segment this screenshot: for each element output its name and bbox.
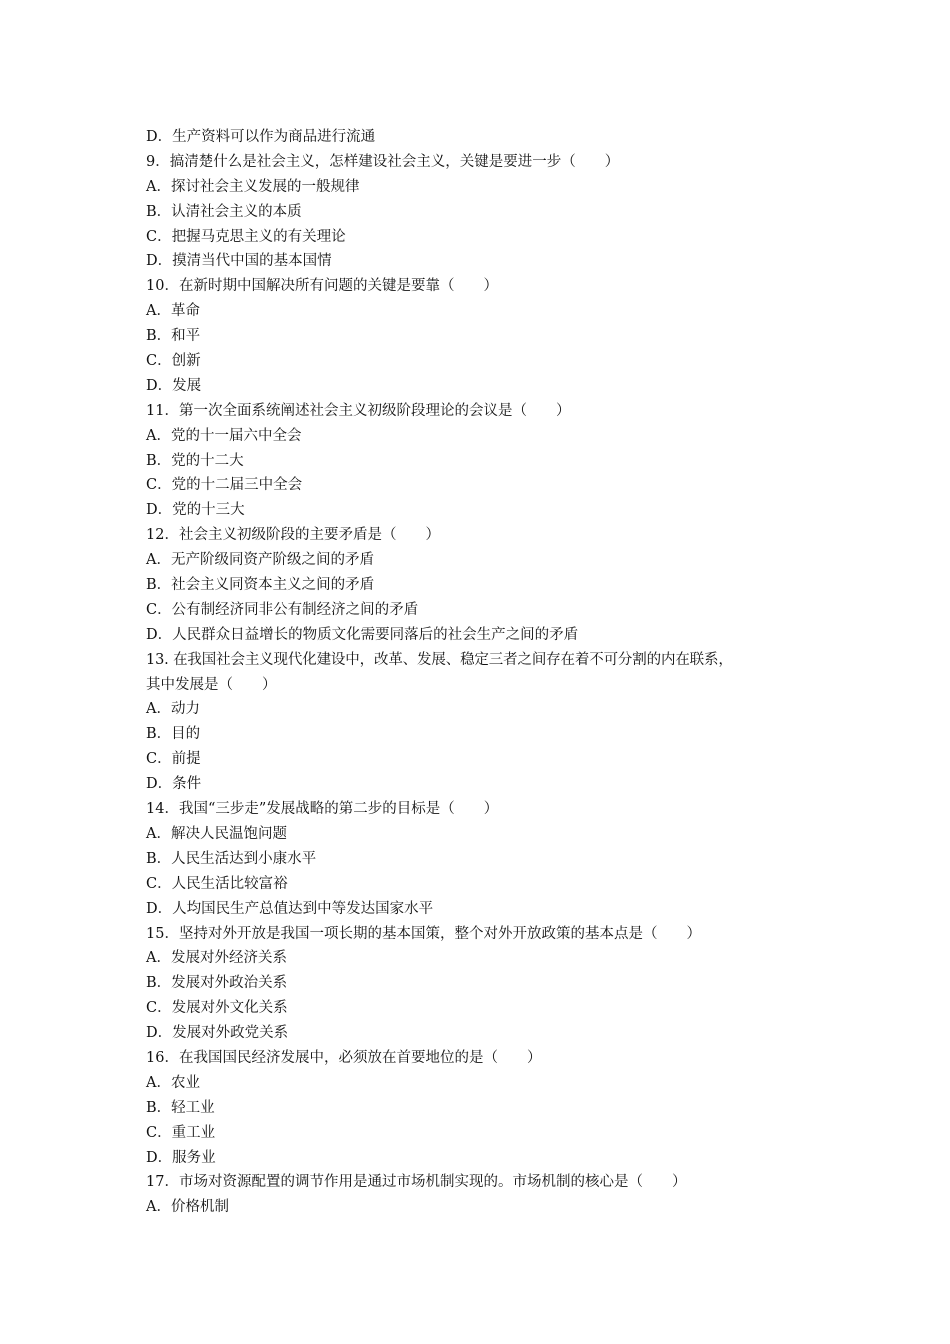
option-c: C．重工业 <box>146 1124 216 1141</box>
question-stem: 16．在我国国民经济发展中，必须放在首要地位的是（ ） <box>146 1049 542 1066</box>
option-d: D．发展对外政党关系 <box>146 1025 289 1042</box>
question-stem: 10．在新时期中国解决所有问题的关键是要靠（ ） <box>146 278 498 295</box>
question-16 <box>146 1046 826 1170</box>
option-a: A．价格机制 <box>146 1199 229 1216</box>
question-stem-line-1: 13. 在我国社会主义现代化建设中，改革、发展、稳定三者之间存在着不可分割的内在联系， <box>146 651 733 668</box>
option-a: A．无产阶级同资产阶级之间的矛盾 <box>146 552 374 569</box>
option-a: A．动力 <box>146 701 200 718</box>
question-15 <box>146 922 826 1046</box>
question-12 <box>146 523 826 647</box>
question-11 <box>146 399 826 523</box>
document-body <box>146 125 826 1220</box>
question-stem: 14．我国“三步走”发展战略的第二步的目标是（ ） <box>146 801 499 818</box>
option-b: B．党的十二大 <box>146 452 244 469</box>
option-a: A．解决人民温饱问题 <box>146 825 287 842</box>
option-d: D．摸清当代中国的基本国情 <box>146 253 332 270</box>
option-d: D．条件 <box>146 776 202 793</box>
option-b: B．认清社会主义的本质 <box>146 203 302 220</box>
option-b: B．轻工业 <box>146 1099 215 1116</box>
question-stem: 11．第一次全面系统阐述社会主义初级阶段理论的会议是（ ） <box>146 402 571 419</box>
option-c: C．创新 <box>146 353 201 370</box>
option-c: C．发展对外文化关系 <box>146 1000 288 1017</box>
question-10 <box>146 274 826 398</box>
option-b: B．和平 <box>146 328 201 345</box>
question-stem: 9．搞清楚什么是社会主义，怎样建设社会主义，关键是要进一步（ ） <box>146 153 620 170</box>
option-d: D．党的十三大 <box>146 502 245 519</box>
option-c: C．前提 <box>146 751 201 768</box>
question-stem-line-2: 其中发展是（ ） <box>146 676 277 693</box>
option-a: A．革命 <box>146 303 200 320</box>
option-c: C．把握马克思主义的有关理论 <box>146 228 346 245</box>
option-d: D．人民群众日益增长的物质文化需要同落后的社会生产之间的矛盾 <box>146 626 579 643</box>
option-b: B．社会主义同资本主义之间的矛盾 <box>146 577 375 594</box>
option-d: D．发展 <box>146 377 202 394</box>
option-c: C．党的十二届三中全会 <box>146 477 303 494</box>
question-stem: 17．市场对资源配置的调节作用是通过市场机制实现的。市场机制的核心是（ ） <box>146 1174 687 1191</box>
option-a: A．党的十一届六中全会 <box>146 427 302 444</box>
question-13 <box>146 648 826 797</box>
option-b: B．人民生活达到小康水平 <box>146 850 317 867</box>
option-d: D．服务业 <box>146 1149 216 1166</box>
question-17 <box>146 1170 826 1220</box>
question-9 <box>146 150 826 274</box>
question-14 <box>146 797 826 921</box>
question-stem: 15．坚持对外开放是我国一项长期的基本国策，整个对外开放政策的基本点是（ ） <box>146 925 701 942</box>
option-d: D．人均国民生产总值达到中等发达国家水平 <box>146 900 434 917</box>
option-a: A．探讨社会主义发展的一般规律 <box>146 178 360 195</box>
option-b: B．目的 <box>146 726 201 743</box>
option-c: C．人民生活比较富裕 <box>146 875 288 892</box>
question-stem: 12．社会主义初级阶段的主要矛盾是（ ） <box>146 527 440 544</box>
option-a: A．发展对外经济关系 <box>146 950 287 967</box>
option-b: B．发展对外政治关系 <box>146 975 288 992</box>
option-a: A．农业 <box>146 1074 200 1091</box>
option-d-q8: D．生产资料可以作为商品进行流通 <box>146 129 376 145</box>
option-c: C．公有制经济同非公有制经济之间的矛盾 <box>146 601 419 618</box>
